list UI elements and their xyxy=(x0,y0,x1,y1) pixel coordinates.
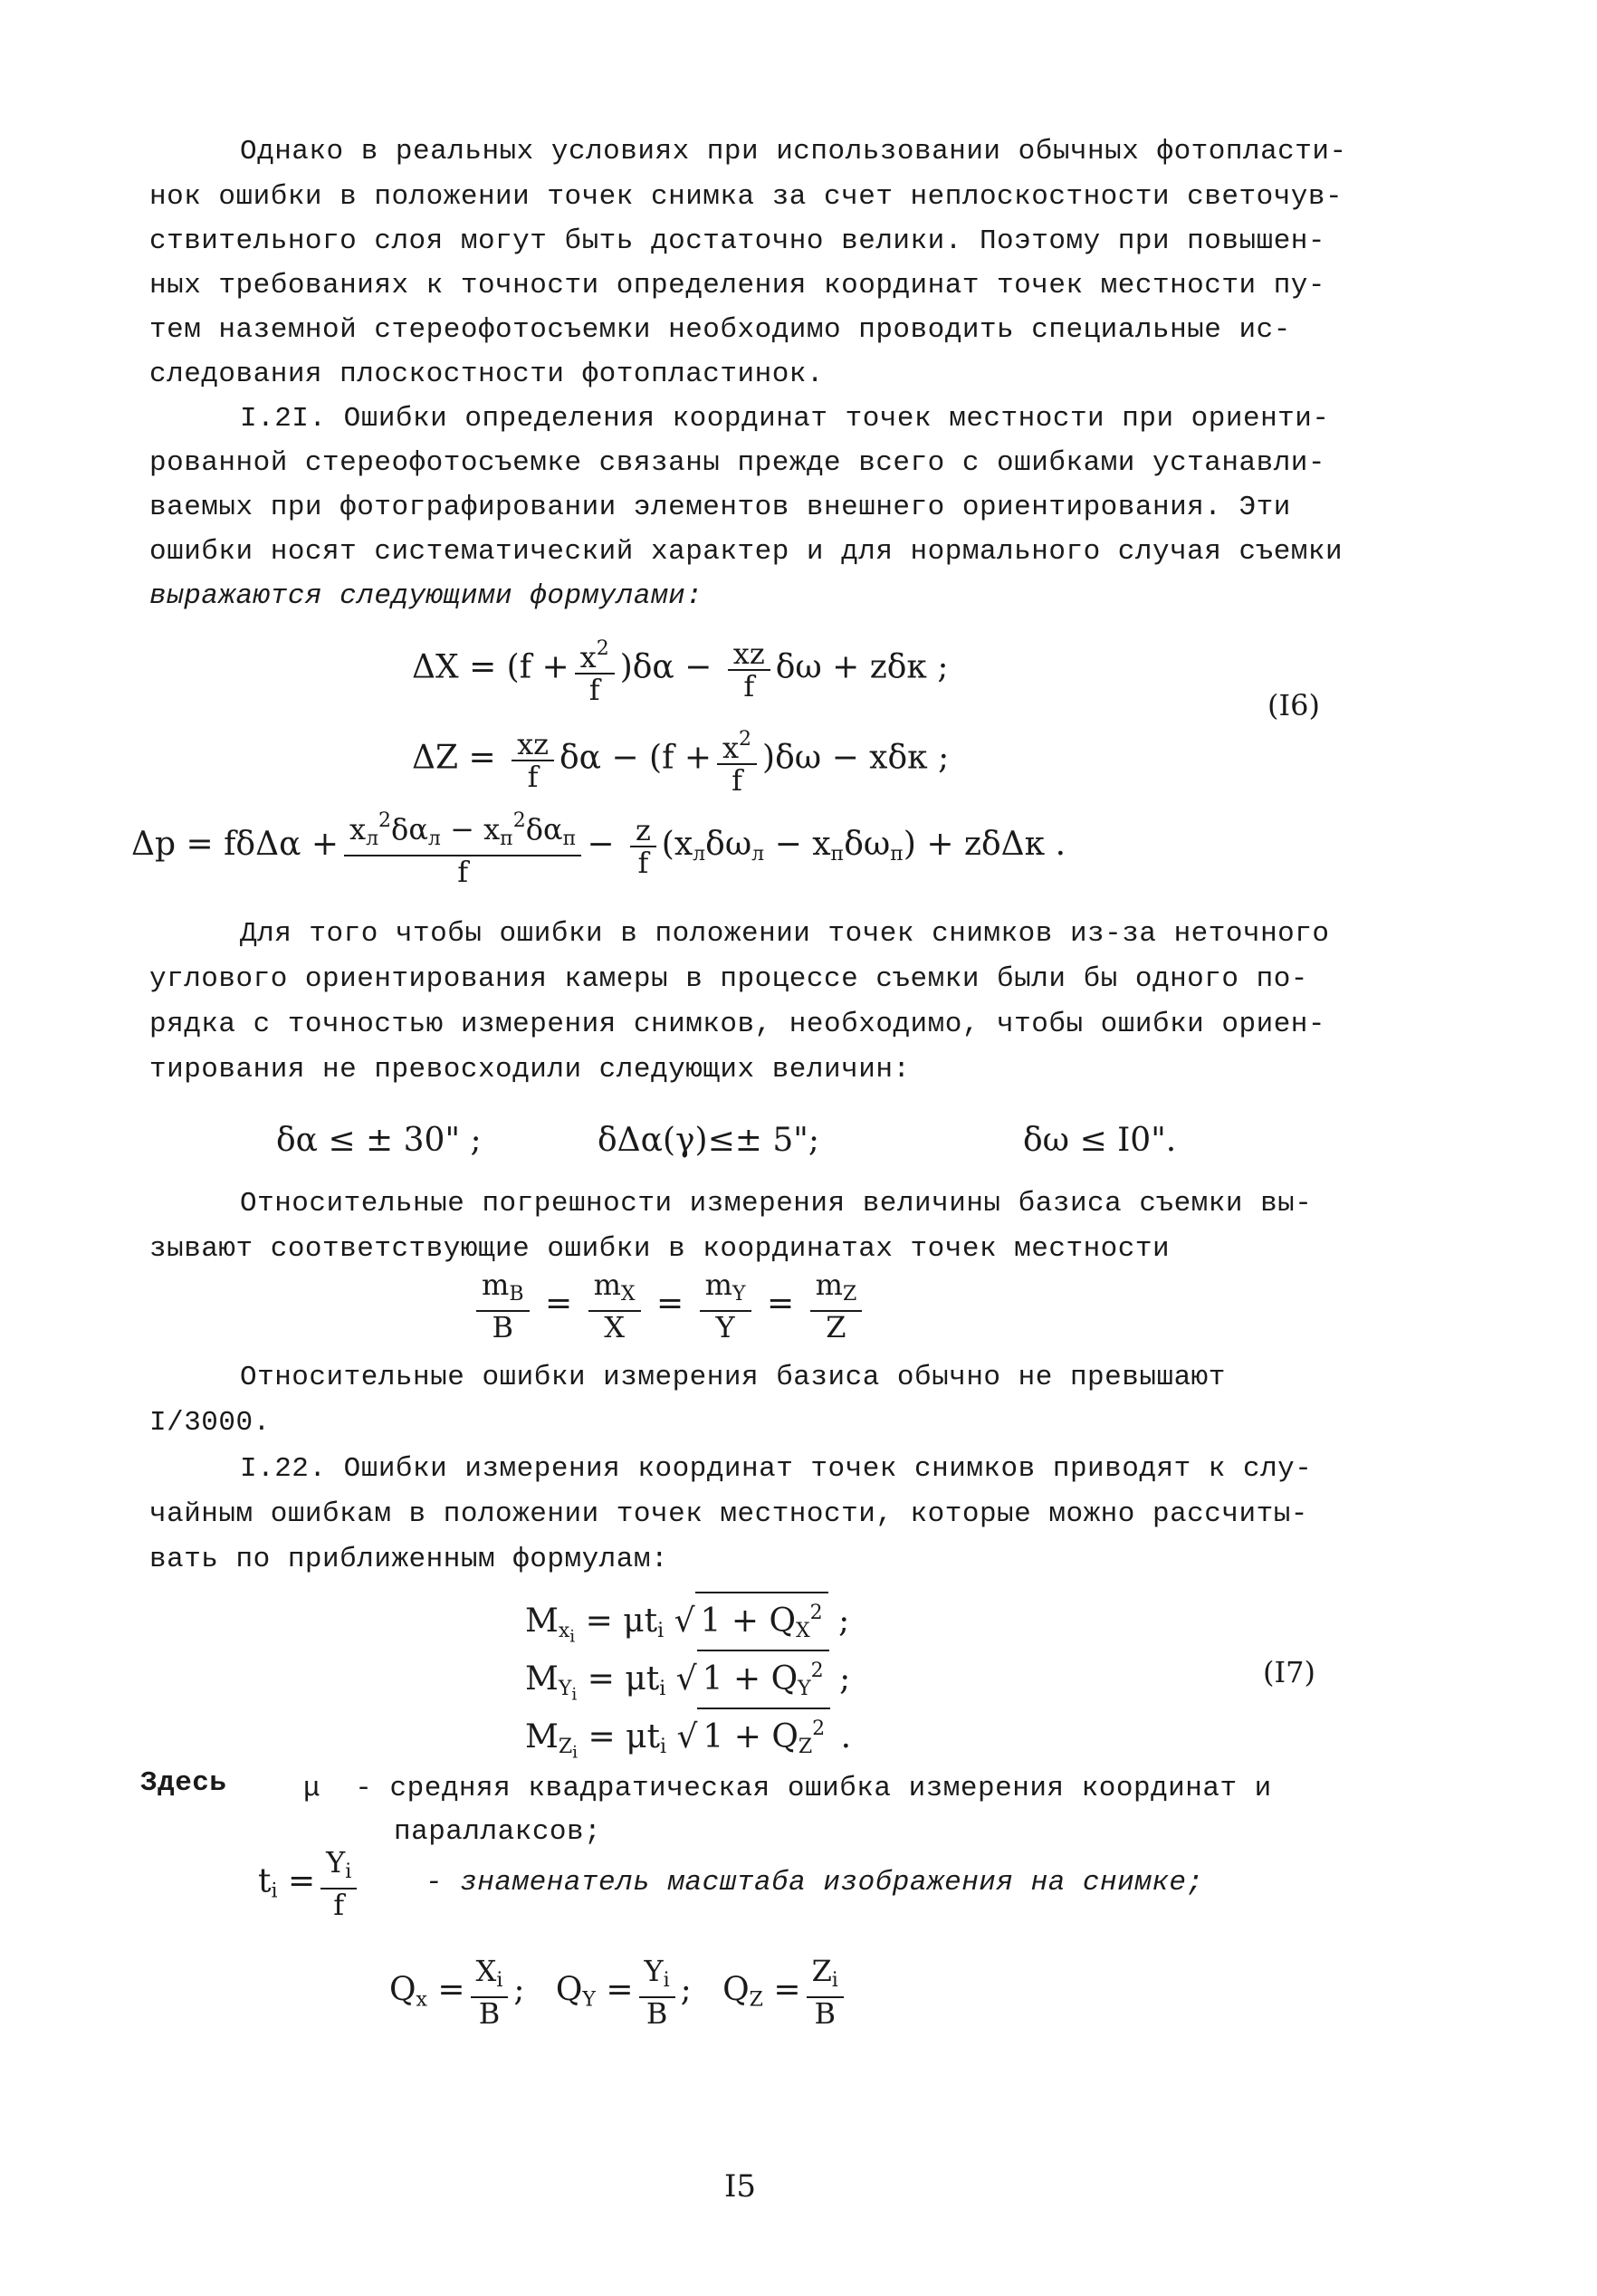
t-definition: - знаменатель масштаба изображения на снимке; xyxy=(426,1867,1204,1899)
t-definition-formula: $t_i$ = $\frac{Y_i}{f}$ xyxy=(258,1847,362,1920)
text-line: нок ошибки в положении точек снимка за счет неплоскостности светочув- xyxy=(149,181,1344,213)
limit-delta-alpha: δΔα(γ)≤± 5"; xyxy=(598,1122,819,1159)
text-line: ствительного слоя могут быть достаточно велики. Поэтому при повышен- xyxy=(149,225,1326,257)
text-line: рядка с точностью измерения снимков, необходимо, чтобы ошибки ориен- xyxy=(149,1009,1326,1040)
mu-definition: μ - средняя квадратическая ошибка измерения координат и xyxy=(303,1773,1272,1804)
text-line: зывают соответствующие ошибки в координатах точек местности xyxy=(149,1233,1171,1265)
equation-number: (I7) xyxy=(1263,1655,1315,1689)
text-line: Относительные погрешности измерения величины базиса съемки вы- xyxy=(240,1188,1313,1220)
text-line: чайным ошибкам в положении точек местности, которые можно рассчиты- xyxy=(149,1498,1308,1530)
text-line: рованной стереофотосъемке связаны прежде всего с ошибками устанавли- xyxy=(149,447,1326,479)
equation-q: $Q_x$ = $\frac{X_i}{B}$ ; $Q_Y$ = $\frac{Y_i}{B}$ ; $Q_Z$ = $\frac{Z_i}{B}$ xyxy=(389,1956,849,2029)
equation-mz: $M_{Z_i} = \mu t_i$ √ $1 + Q_Z^2$ . xyxy=(525,1708,851,1773)
equation-dp: Δp = fδΔα + $\frac{x_л^2\delta\alpha_л - x_п^2\delta\alpha_п}{f}$ − $\frac{z}{f}$ $(x_л\delta\omega_л - x_п\delta\omega_п) + z\delta\Delta\kappa$ . xyxy=(131,806,1066,887)
text-line: Относительные ошибки измерения базиса обычно не превышают xyxy=(240,1362,1226,1393)
text-line: I.22. Ошибки измерения координат точек снимков приводят к слу- xyxy=(240,1453,1313,1485)
text-line: ваемых при фотографировании элементов внешнего ориентирования. Эти xyxy=(149,492,1291,523)
text-line: ных требованиях к точности определения координат точек местности пу- xyxy=(149,270,1326,301)
text-line: выражаются следующими формулами: xyxy=(149,580,703,612)
limit-alpha: δα ≤ ± 30" ; xyxy=(276,1122,482,1159)
text-line: следования плоскостности фотопластинок. xyxy=(149,359,825,390)
here-word: Здесь xyxy=(140,1767,227,1799)
text-line: тирования не превосходили следующих величин: xyxy=(149,1054,911,1086)
text-line: тем наземной стереофотосъемки необходимо проводить специальные ис- xyxy=(149,314,1291,346)
mu-definition-cont: параллаксов; xyxy=(394,1816,602,1848)
text-line: ошибки носят систематический характер и для нормального случая съемки xyxy=(149,536,1344,568)
page-number: I5 xyxy=(724,2168,757,2205)
equation-mx: $M_{x_i} = \mu t_i$ √ $1 + Q_X^2$ ; xyxy=(525,1592,849,1657)
text-line: I/3000. xyxy=(149,1407,271,1439)
equation-dx: ΔX = (f + $\frac{x^2}{f}$ )δα − $\frac{xz}{f}$ δω + zδκ ; xyxy=(412,634,949,705)
equation-my: $M_{Y_i} = \mu t_i$ √ $1 + Q_Y^2$ ; xyxy=(525,1650,850,1715)
text-line: Для того чтобы ошибки в положении точек снимков из-за неточного xyxy=(240,918,1330,950)
text-line: вать по приближенным формулам: xyxy=(149,1544,669,1575)
equation-number: (I6) xyxy=(1267,688,1320,722)
text-line: I.2I. Ошибки определения координат точек местности при ориенти- xyxy=(240,403,1330,435)
limit-omega: δω ≤ I0". xyxy=(1023,1122,1177,1159)
text-line: Однако в реальных условиях при использовании обычных фотопласти- xyxy=(240,136,1347,167)
equation-dz: ΔZ = $\frac{xz}{f}$ δα − (f + $\frac{x^2}{f}$ )δω − xδκ ; xyxy=(412,724,949,796)
text-line: углового ориентирования камеры в процессе съемки были бы одного по- xyxy=(149,963,1308,995)
equation-ratios: $\frac{m_B}{B}$ = $\frac{m_X}{X}$ = $\frac{m_Y}{Y}$ = $\frac{m_Z}{Z}$ xyxy=(471,1269,867,1343)
